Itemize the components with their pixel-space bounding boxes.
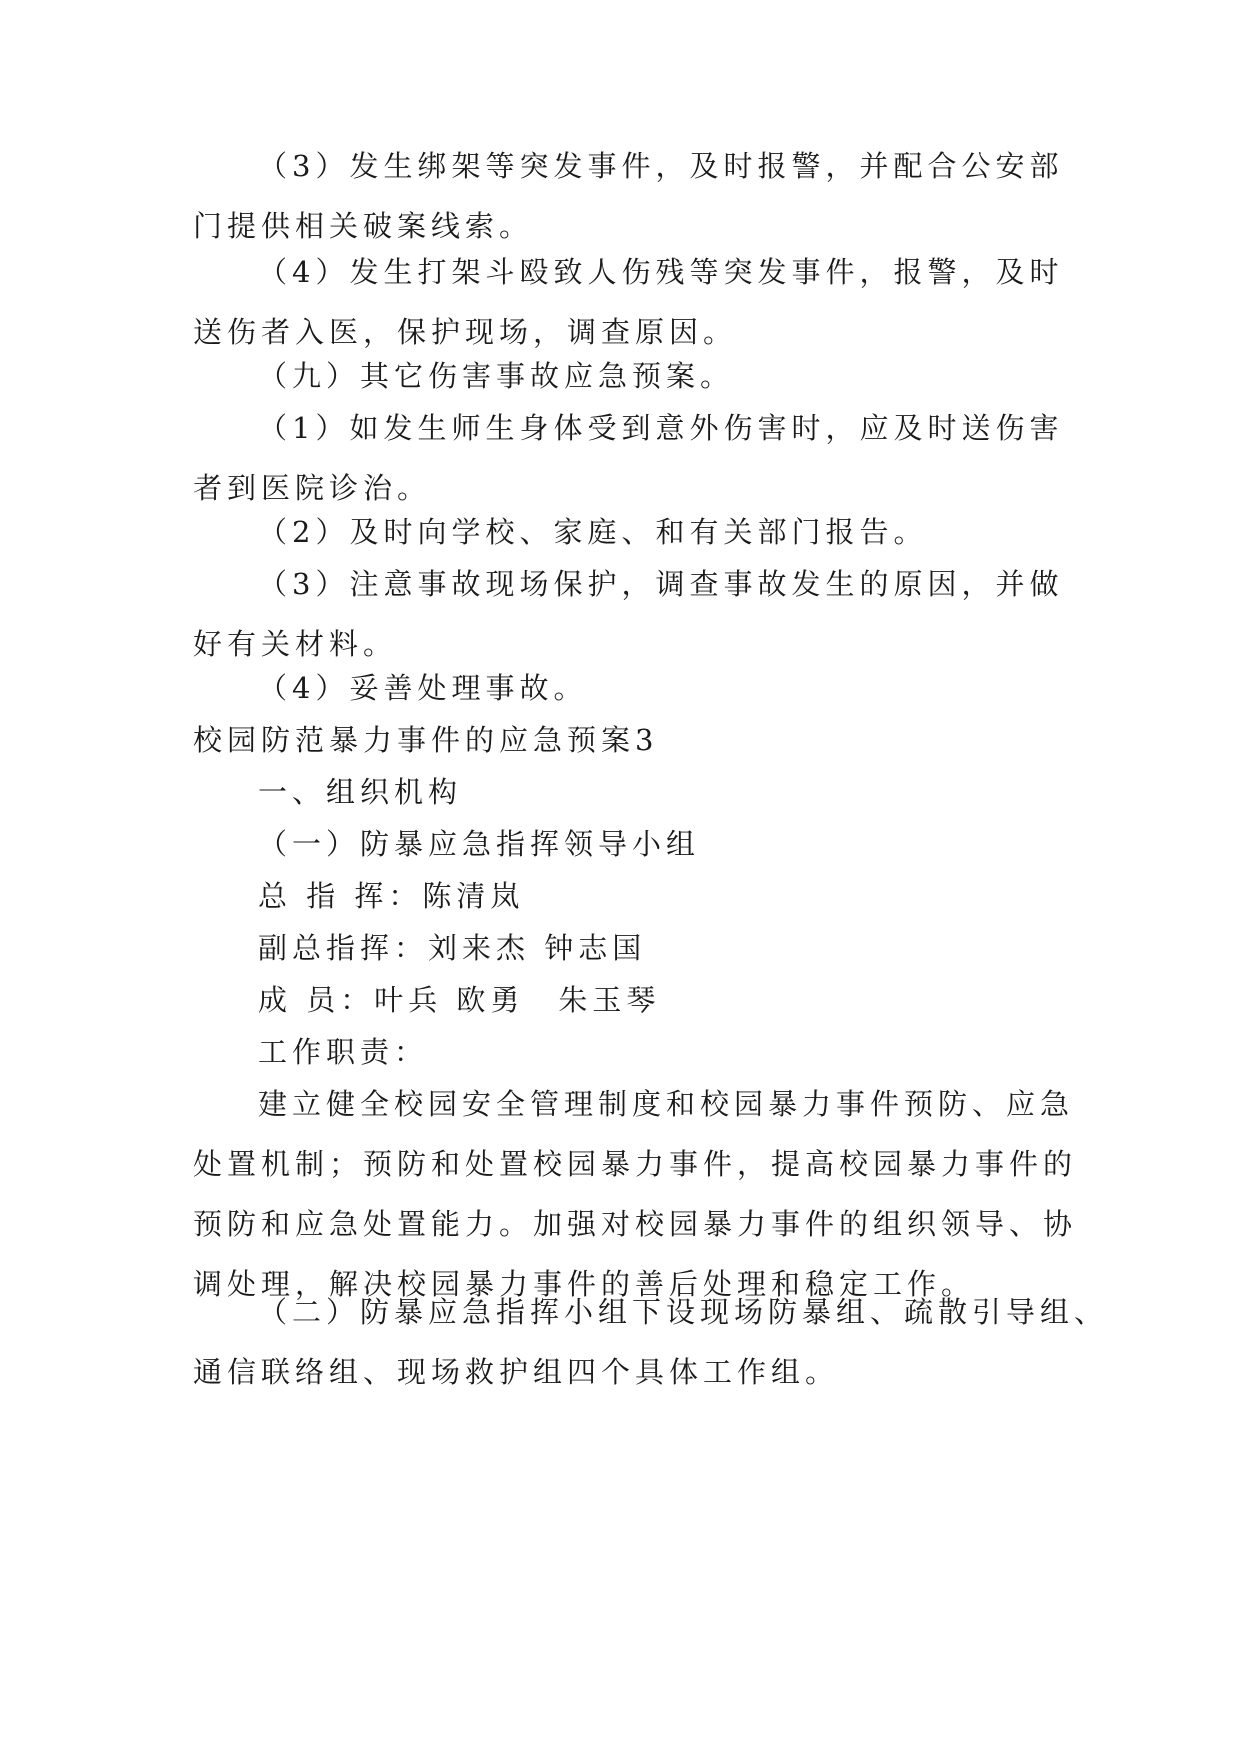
paragraph-protect-scene <box>193 554 1064 674</box>
section-heading-organization <box>193 762 1053 822</box>
commander-line <box>193 866 1053 926</box>
text-line: 通信联络组、现场救护组四个具体工作组。 <box>193 1355 840 1389</box>
section-heading-other-injury <box>193 346 1053 406</box>
text-line: （4）发生打架斗殴致人伤残等突发事件，报警，及时 <box>258 255 1064 289</box>
text-line: 成 员：叶兵 欧勇 朱玉琴 <box>258 983 661 1017</box>
paragraph-report <box>193 502 1053 562</box>
text-line: 好有关材料。 <box>193 627 398 661</box>
text-line: （3）注意事故现场保护，调查事故发生的原因，并做 <box>258 567 1064 601</box>
paragraph-kidnapping <box>193 136 1064 256</box>
document-heading <box>193 710 1053 770</box>
text-line: 总 指 挥：陈清岚 <box>258 879 525 913</box>
text-line: （4）妥善处理事故。 <box>258 671 588 705</box>
text-line: （二）防暴应急指挥小组下设现场防暴组、疏散引导组、 <box>258 1295 1109 1329</box>
text-line: 一、组织机构 <box>258 775 463 809</box>
paragraph-send-to-hospital <box>193 398 1064 518</box>
text-line: （九）其它伤害事故应急预案。 <box>258 359 735 393</box>
paragraph-duties <box>193 1074 1078 1314</box>
subsection-heading-leadership <box>193 814 1053 874</box>
paragraph-fighting <box>193 242 1064 362</box>
text-line: 校园防范暴力事件的应急预案3 <box>193 723 659 757</box>
text-line: 建立健全校园安全管理制度和校园暴力事件预防、应急 <box>258 1087 1075 1121</box>
text-line: （1）如发生师生身体受到意外伤害时，应及时送伤害 <box>258 411 1064 445</box>
duties-heading <box>193 1022 1053 1082</box>
text-line: （2）及时向学校、家庭、和有关部门报告。 <box>258 515 928 549</box>
text-line: 预防和应急处置能力。加强对校园暴力事件的组织领导、协 <box>193 1207 1078 1241</box>
text-line: （一）防暴应急指挥领导小组 <box>258 827 701 861</box>
members-line <box>193 970 1053 1030</box>
text-line: （3）发生绑架等突发事件，及时报警，并配合公安部 <box>258 149 1064 183</box>
paragraph-working-groups <box>193 1282 1109 1402</box>
text-line: 调处理，解决校园暴力事件的善后处理和稳定工作。 <box>193 1267 976 1301</box>
deputy-commander-line <box>193 918 1053 978</box>
text-line: 门提供相关破案线索。 <box>193 209 534 243</box>
text-line: 处置机制；预防和处置校园暴力事件，提高校园暴力事件的 <box>193 1147 1078 1181</box>
text-line: 者到医院诊治。 <box>193 471 432 505</box>
text-line: 副总指挥：刘来杰 钟志国 <box>258 931 647 965</box>
text-line: 送伤者入医，保护现场，调查原因。 <box>193 315 738 349</box>
text-line: 工作职责： <box>258 1035 429 1069</box>
paragraph-handle-accident <box>193 658 1053 718</box>
